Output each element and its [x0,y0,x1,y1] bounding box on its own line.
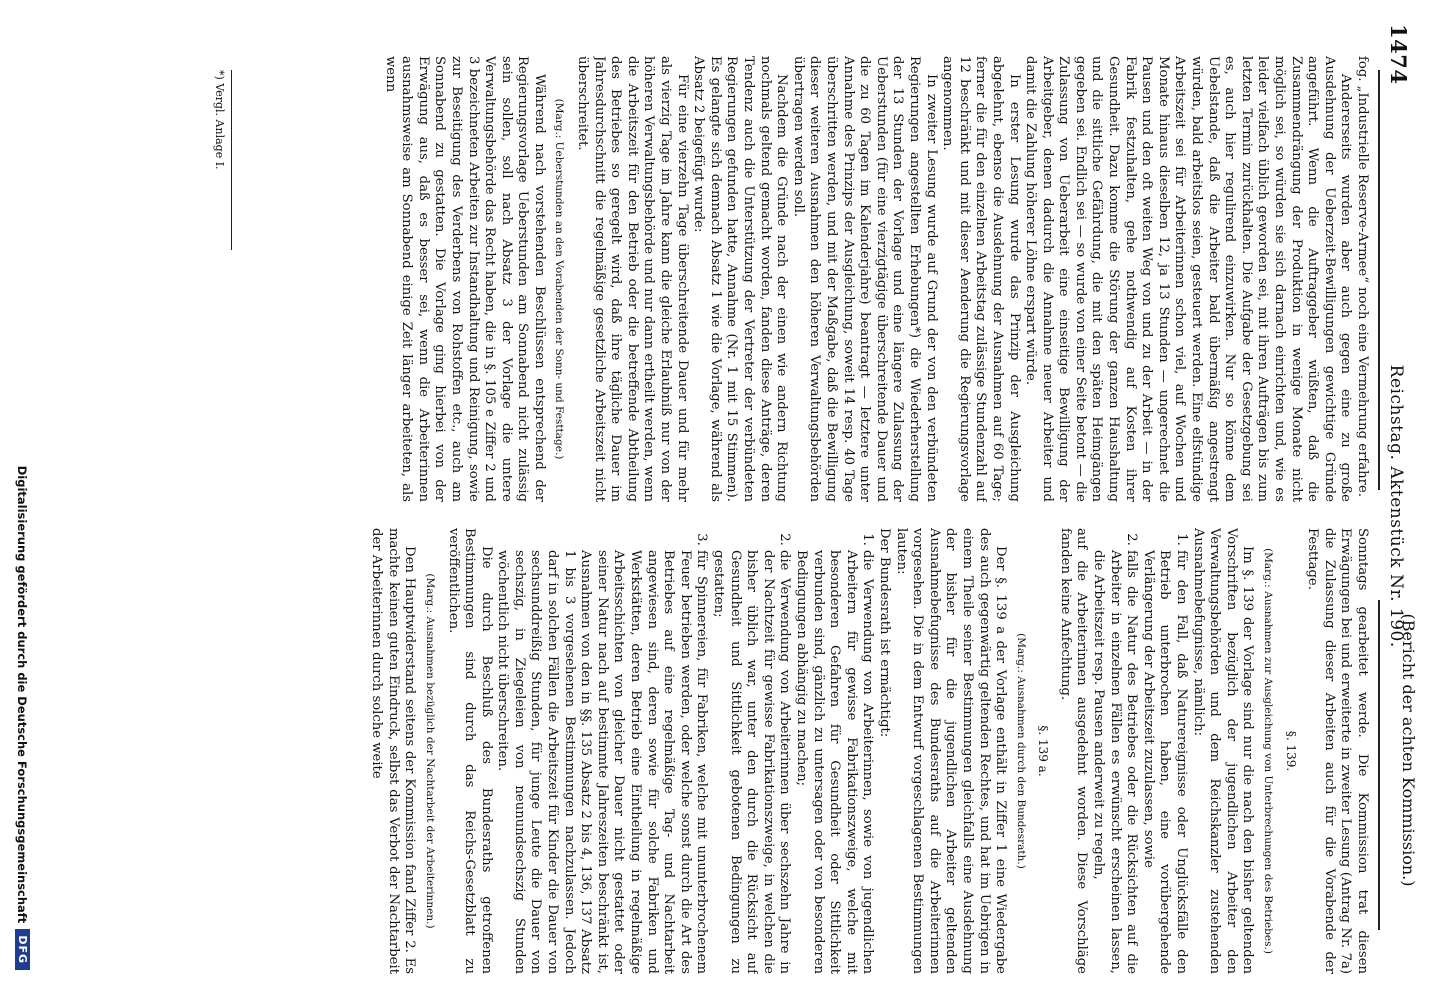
margin-note: (Marg.: Ueberstunden an den Vorabenden der Sonn- und Festtage.) [553,98,566,460]
paragraph: Für eine vierzehn Tage überschreitende Dauer und für mehr als vierzig Tage im Jahre kann die gleiche Erlaubniß nur von der höheren Verwaltungsbehörde und nur dann ertheilt werden, wenn die Arbeitszeit für den Betrieb oder die betreffende Abtheilung des Betriebes so geregelt wird, daß ihre tägliche Dauer im Jahresdurchschnitt die regelmäßige gesetzliche Arbeitszeit nicht überschreitet. [575,56,690,502]
paragraph: Andererseits wurden aber auch gegen eine zu große Ausdehnung der Ueberzeit-Bewilligungen gewichtige Gründe angeführt. Wenn die Auftraggeber wüßten, daß die Zusammendrängung der Produktion in wenige Monate nicht möglich sei, so würden sie sich darnach einrichten und, wie es leider vielfach üblich geworden sei, mit ihren Aufträgen bis zum letzten Termin zurückhalten. Die Aufgabe der Gesetzgebung sei es, auch hier regulirend einzuwirken. Nur so könne dem Uebelstande, daß die Arbeiter bald übermäßig angestrengt würden, bald arbeitslos seien, gesteuert werden. Eine elfstündige Arbeitszeit sei für Arbeiterinnen schon viel, auf Wochen und Monate hinaus dieselben 12, ja 13 Stunden — ungerechnet die Pausen und den oft weiten Weg von und zu der Arbeit — in der Fabrik festzuhalten, gehe nothwendig auf Kosten ihrer Gesundheit. Dazu komme die Störung der ganzen Haushaltung und die sittliche Gefährdung, die mit den späten Heimgängen gegeben sei. Endlich sei — so wurde von einer Seite betont — die Zulassung von Ueberarbeit eine einseitige Bewilligung der Arbeitgeber, denen dadurch die Annahme neuer Arbeiter und damit die Zahlung höherer Löhne erspart würde. [1023,56,1354,502]
header-rule [1378,70,1380,490]
digitization-credit [15,250,30,970]
paragraph: Die durch Beschluß des Bundesraths getroffenen Bestimmungen sind durch das Reichs-Gesetzblatt zu veröffentlichen. [445,528,494,974]
list-item: 2. die Verwendung von Arbeiterinnen über sechszehn Jahre in der Nachtzeit für gewisse Fabrikationszweige, in welchen die bisher üblich war, unter den durch die Rücksicht auf Gesundheit und Sittlichkeit gebotenen Bedingungen zu gestatten; [709,550,792,974]
paragraph: fog. „Industrielle Reserve-Armee“ noch eine Vermehrung erfahre. [1355,56,1370,497]
credit-text: Digitalisierung gefördert durch die Deutsche Forschungsgemeinschaft [15,465,30,924]
paragraph: Während nach vorstehenden Beschlüssen entsprechend der Regierungsvorlage Ueberstunden am Sonnabend nicht zulässig sein sollen, soll nach Absatz 3 der Vorlage die untere Verwaltungsbehörde das Recht haben, die in §. 105 e Ziffer 2 und 3 bezeichneten Arbeiten zur Instandhaltung und Reinigung, sowie zur Beseitigung des Verderbens von Rohstoffen etc., auch am Sonnabend zu gestatten. Die Vorlage ging hierbei von der Erwägung aus, daß es besser sei, wenn die Arbeiterinnen ausnahmsweise am Sonnabend einige Zeit länger arbeiteten, als wenn [382,56,547,502]
paragraph: Sonntags gearbeitet werde. Die Kommission trat diesen Erwägungen bei und erweiterte in zweiter Lesung (Antrag Nr. 7a) die Zulassung dieser Arbeiten auch für die Vorabende der Festtage. [1305,528,1370,974]
running-title: Reichstag. Aktenstück Nr. 190. [1386,364,1406,648]
section-heading: §. 139 a. [1036,725,1051,777]
dfg-logo: DFG [15,929,30,970]
paragraph: Im §. 139 der Vorlage sind nur die nach den bisher geltenden Vorschriften bezüglich der jugendlichen Arbeiter den Verwaltungsbehörden und dem Reichskanzler zustehenden Ausnahmebefugnisse, nämlich: [1190,528,1256,974]
paragraph: Den Hauptwiderstand seitens der Kommission fand Ziffer 2. Es machte keinen guten Eindruck, selbst das Verbot der Nachtarbeit der Arbeiterinnen durch solche weite [369,528,418,974]
list-item: 2. falls die Natur des Betriebes oder die Rücksichten auf die Arbeiter in einzelnen Fällen es erwünscht erscheinen lassen, die Arbeitszeit resp. Pausen anderweit zu regeln, [1090,550,1140,974]
list-item: 1. für den Fall, daß Naturereignisse oder Unglücksfälle den Betrieb unterbrochen haben, eine vorübergehende Verlängerung der Arbeitszeit zuzulassen, sowie [1139,550,1189,974]
page-number: 1474 [1386,24,1411,85]
paragraph: In erster Lesung wurde das Prinzip der Ausgleichung abgelehnt, ebenso die Ausdehnung der Ausnahmen auf 60 Tage; ferner die für den einzelnen Arbeitstag zulässige Stundenzahl auf 12 beschränkt und mit dieser Aenderung die Regierungsvorlage angenommen. [940,56,1022,502]
numbered-list [1090,528,1190,974]
header-rule [1378,600,1380,930]
list-item: 3. für Spinnereien, für Fabriken, welche mit ununterbrochenem Feuer betrieben werden, oder welche sonst durch die Art des Betriebes auf eine regelmäßige Tag- und Nachtarbeit angewiesen sind, deren sowie für solche Fabriken und Werkstätten, deren Betrieb eine Eintheilung in regelmäßige Arbeitsschichten von gleicher Dauer nicht gestattet oder seiner Natur nach auf bestimmte Jahreszeiten beschränkt ist, Ausnahmen von den in §§. 135 Absatz 2 bis 4, 136, 137 Absatz 1 bis 3 vorgesehenen Bestimmungen nachzulassen. Jedoch darf in solchen Fällen die Arbeitszeit für Kinder die Dauer von sechsunddreißig Stunden, für junge Leute die Dauer von sechszig, in Ziegeleien von neunundsechszig Stunden wöchentlich nicht überschreiten. [494,550,710,974]
footnote: *) Vergl. Anlage I. [213,70,226,170]
paragraph: auf die Arbeiterinnen ausgedehnt worden. Diese Vorschläge fanden keine Anfechtung. [1057,528,1090,974]
paragraph: In zweiter Lesung wurde auf Grund der von den verbündeten Regierungen angestellten Erhebungen*) die Wiederherstellung der 13 Stunden der Vorlage und eine längere Zulassung der Ueberstunden (für eine vierzigtägige überschreitende Dauer und die zu 60 Tagen im Kalenderjahre) beantragt — letztere unter Annahme des Prinzips der Ausgleichung, soweit 14 resp. 40 Tage überschritten werden, und mit der Maßgabe, daß die Bewilligung dieser weiteren Ausnahmen den höheren Verwaltungsbehörden übertragen werden soll. [790,56,939,502]
paragraph: Der Bundesrath ist ermächtigt: [876,528,892,738]
section-heading: §. 139. [1283,730,1298,772]
numbered-list [494,528,876,974]
left-column [270,56,1370,502]
paragraph: Der §. 139 a der Vorlage enthält in Ziffer 1 eine Wiedergabe des auch gegenwärtig geltenden Rechtes, und hat im Uebrigen in einem Theile seiner Bestimmungen gleichfalls eine Ausdehnung der bisher für die jugendlichen Arbeiter geltenden Ausnahmebefugnisse des Bundesraths auf die Arbeiterinnen vorgesehen. Die in dem Entwurf vorgeschlagenen Bestimmungen lauten: [893,528,1009,974]
right-column [110,528,1370,974]
margin-note: (Marg.: Ausnahmen bezüglich der Nachtarbeit der Arbeiterinnen.) [423,573,436,929]
column-header: (Bericht der achten Kommission.) [1399,613,1418,887]
margin-note: (Marg.: Ausnahmen zur Ausgleichung von Unterbrechungen des Betriebes.) [1262,548,1275,954]
footnote-rule [231,70,232,250]
margin-note: (Marg.: Ausnahmen durch den Bundesrath.) [1014,633,1027,869]
paragraph: Nachdem die Gründe nach der einen wie andern Richtung nochmals geltend gemacht worden, fanden diese Anträge, deren Tendenz auch die Unterstützung der Vertreter der verbündeten Regierungen gefunden hatte, Annahme (Nr. 1 mit 15 Stimmen). Es gelangte sich demnach Absatz 1 wie die Vorlage, während als Absatz 2 beigefügt wurde: [691,56,790,502]
list-item: 1. die Verwendung von Arbeiterinnen, sowie von jugendlichen Arbeitern für gewisse Fabrikationszweige, welche mit besonderen Gefahren für Gesundheit oder Sittlichkeit verbunden sind, gänzlich zu untersagen oder von besonderen Bedingungen abhängig zu machen; [792,550,875,974]
